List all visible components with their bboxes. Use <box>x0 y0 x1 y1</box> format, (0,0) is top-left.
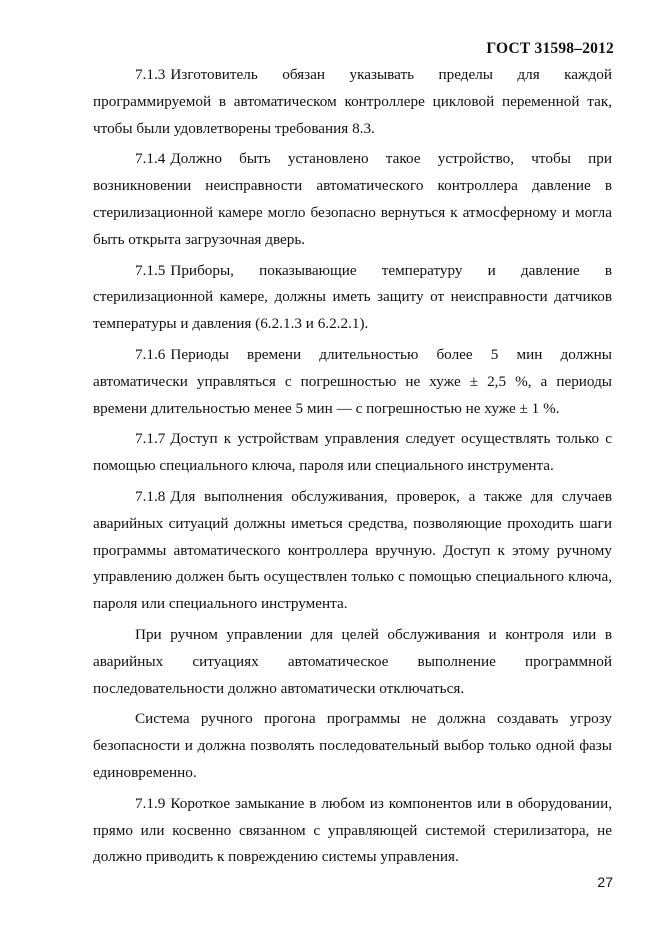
paragraph-text: Должно быть установлено такое устройство, чтобы при возникновении неисправности автоматического контроллера давление в стерилизационной камере могло безопасно вернуться к атмосферному и могла быть открыта загрузочная дверь. <box>93 150 612 248</box>
paragraph-number: 7.1.4 <box>135 150 166 168</box>
paragraph-text: Изготовитель обязан указывать пределы для каждой программируемой в автоматическом контроллере цикловой переменной так, чтобы были удовлетворены требования 8.3. <box>93 66 612 137</box>
paragraph-number: 7.1.7 <box>135 430 166 448</box>
paragraph-text: Периоды времени длительностью более 5 мин должны автоматически управляться с погрешностью не хуже ± 2,5 %, а периоды времени длительностью менее 5 мин — с погрешностью не хуже ± 1 %. <box>93 345 612 417</box>
paragraph-7-1-7 <box>93 426 612 480</box>
document-header-standard: ГОСТ 31598–2012 <box>486 40 614 57</box>
paragraph-text: Система ручного прогона программы не должна создавать угрозу безопасности и должна позволять последовательный выбор только одной фазы единовременно. <box>93 710 612 781</box>
paragraph-manual-control <box>93 622 612 702</box>
paragraph-7-1-9 <box>93 791 612 871</box>
paragraph-number: 7.1.3 <box>135 66 166 83</box>
paragraph-number: 7.1.9 <box>135 794 166 812</box>
paragraph-number: 7.1.5 <box>135 261 166 279</box>
document-body <box>93 62 612 875</box>
paragraph-text: Для выполнения обслуживания, проверок, а также для случаев аварийных ситуаций должны иметься средства, позволяющие проходить шаги программы автоматического контроллера вручную. Доступ к этому ручному управлению должен быть осуществлен только с помощью специального ключа, пароля или специального инструмента. <box>93 487 612 613</box>
paragraph-text: При ручном управлении для целей обслуживания и контроля или в аварийных ситуациях автоматическое выполнение программной последовательности должно автоматически отключаться. <box>93 625 612 697</box>
paragraph-manual-run-system <box>93 706 612 786</box>
paragraph-text: Приборы, показывающие температуру и давление в стерилизационной камере, должны иметь защиту от неисправности датчиков температуры и давления (6.2.1.3 и 6.2.2.1). <box>93 261 612 333</box>
paragraph-7-1-3 <box>93 62 612 142</box>
paragraph-7-1-4 <box>93 146 612 253</box>
paragraph-text: Доступ к устройствам управления следует осуществлять только с помощью специального ключа, пароля или специального инструмента. <box>93 430 612 475</box>
paragraph-7-1-8 <box>93 484 612 618</box>
paragraph-7-1-6 <box>93 342 612 422</box>
page-number: 27 <box>597 874 613 890</box>
paragraph-text: Короткое замыкание в любом из компонентов или в оборудовании, прямо или косвенно связанном с управляющей системой стерилизатора, не должно приводить к повреждению системы управления. <box>93 794 612 866</box>
paragraph-number: 7.1.8 <box>135 487 166 505</box>
paragraph-7-1-5 <box>93 258 612 338</box>
paragraph-number: 7.1.6 <box>135 345 166 363</box>
